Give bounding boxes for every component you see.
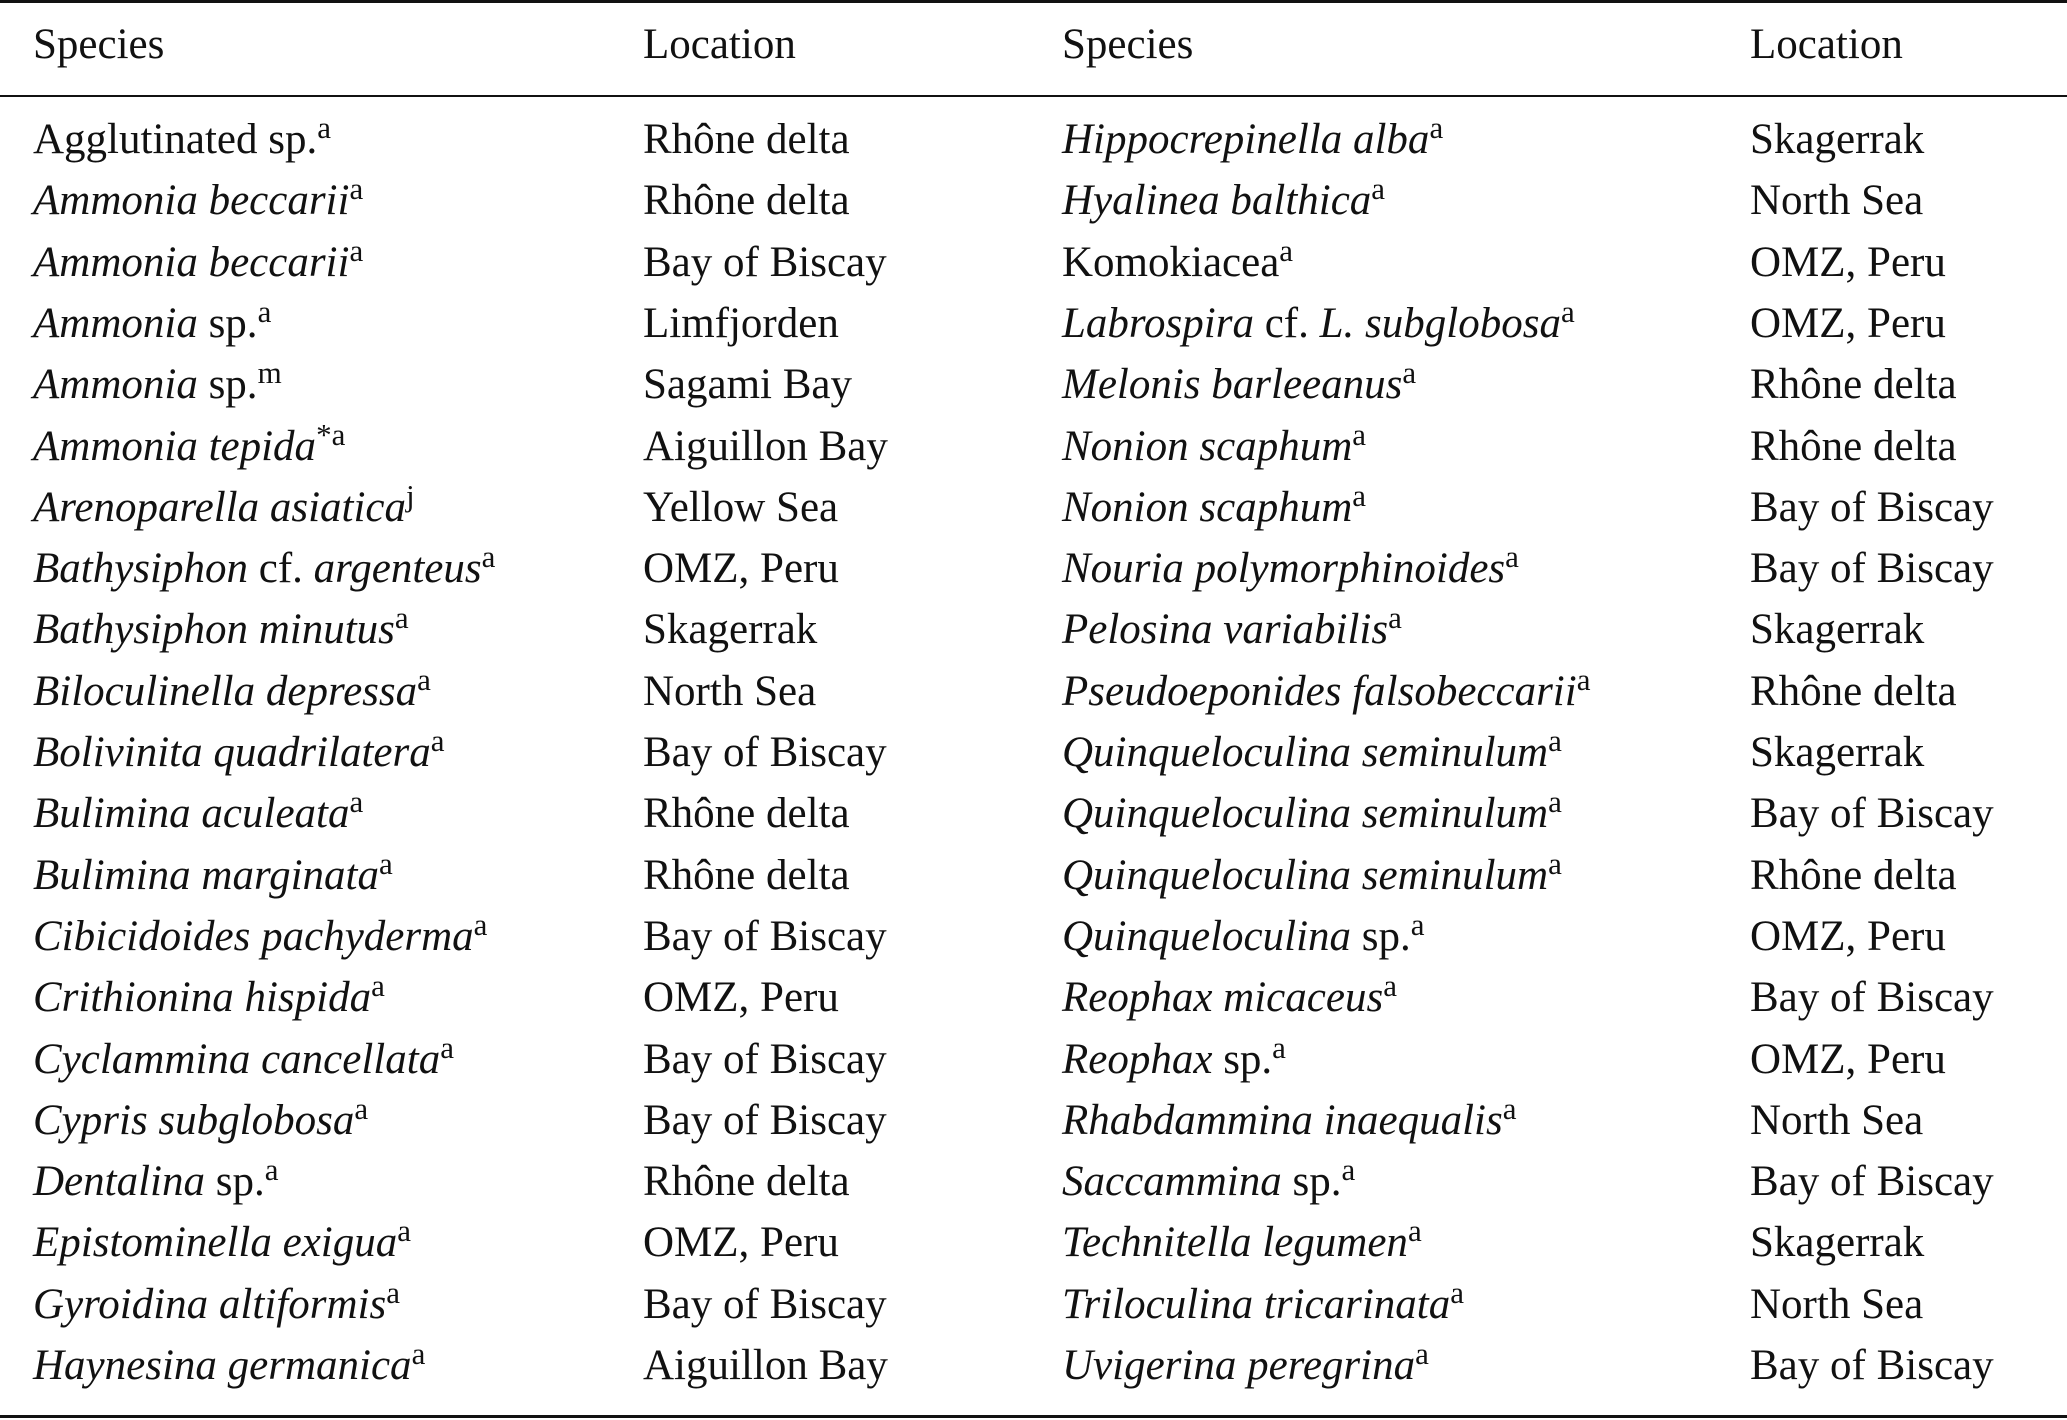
species-name-left — [33, 293, 272, 349]
location-right: Skagerrak — [1750, 1219, 1925, 1267]
footnote-marker: m — [257, 355, 282, 391]
species-name-part: Arenoparella asiatica — [33, 483, 407, 531]
location-left: Skagerrak — [643, 606, 818, 654]
footnote-marker: a — [354, 1090, 369, 1126]
footnote-marker: a — [1576, 661, 1591, 697]
species-name-right — [1062, 1090, 1517, 1146]
species-name-left — [33, 355, 282, 410]
species-name-part: Ammonia — [33, 299, 198, 347]
footnote-marker: a — [397, 1213, 412, 1249]
header-location-right: Location — [1750, 21, 1903, 68]
species-name-part: Dentalina — [33, 1158, 205, 1206]
species-name-part: Bulimina marginata — [33, 851, 379, 899]
species-name-right — [1062, 355, 1417, 410]
species-name-part: argenteus — [313, 545, 482, 593]
footnote-marker: a — [317, 110, 332, 145]
footnote-marker: a — [1560, 293, 1575, 329]
species-name-part: Gyroidina altiformis — [33, 1280, 387, 1328]
location-right: Bay of Biscay — [1750, 1158, 1994, 1206]
footnote-marker: a — [1352, 477, 1367, 513]
location-right: Skagerrak — [1750, 606, 1925, 654]
footnote-marker: a — [264, 1152, 279, 1188]
species-name-part: Triloculina tricarinata — [1062, 1280, 1451, 1328]
location-right: Bay of Biscay — [1750, 974, 1994, 1022]
footnote-marker: a — [1415, 1336, 1429, 1371]
footnote-marker: a — [1505, 539, 1519, 575]
location-left: Bay of Biscay — [643, 238, 887, 286]
footnote-marker: a — [394, 600, 409, 636]
species-name-part: sp. — [197, 299, 258, 347]
location-left: OMZ, Peru — [643, 545, 839, 593]
location-left: Bay of Biscay — [643, 912, 887, 960]
location-right: Bay of Biscay — [1750, 545, 1994, 593]
species-name-part: Rhabdammina inaequalis — [1062, 1096, 1503, 1144]
species-name-part: Bathysiphon minutus — [33, 606, 395, 654]
location-right: Rhône delta — [1750, 361, 1957, 409]
footnote-marker: a — [1548, 723, 1562, 758]
species-name-part: Ammonia beccarii — [33, 177, 350, 225]
species-name-left — [33, 1336, 426, 1391]
species-name-part: Komokiacea — [1062, 238, 1280, 286]
species-name-part: Bathysiphon — [33, 545, 248, 593]
location-left: OMZ, Peru — [643, 974, 839, 1022]
species-name-right — [1062, 845, 1562, 901]
footnote-marker: a — [430, 723, 445, 758]
species-name-part: Quinqueloculina seminulum — [1062, 790, 1549, 838]
species-name-right — [1062, 784, 1562, 839]
footnote-marker: a — [411, 1336, 426, 1371]
species-name-right — [1062, 723, 1562, 778]
footnote-marker: a — [349, 232, 364, 268]
footnote-marker: a — [349, 784, 364, 820]
footnote-marker: a — [473, 906, 488, 942]
header-location-left: Location — [643, 21, 796, 68]
species-name-part: Cypris subglobosa — [33, 1096, 355, 1144]
location-left: Rhône delta — [643, 1158, 850, 1206]
footnote-marker: *a — [316, 416, 346, 452]
species-name-left — [33, 845, 393, 901]
footnote-marker: a — [1429, 110, 1444, 145]
location-left: Bay of Biscay — [643, 729, 887, 776]
footnote-marker: a — [257, 293, 272, 329]
species-name-left — [33, 1029, 454, 1085]
species-name-part: Quinqueloculina — [1062, 912, 1352, 960]
footnote-marker: j — [406, 477, 415, 513]
species-name-left — [33, 477, 415, 533]
species-name-part: Hyalinea balthica — [1062, 177, 1372, 225]
species-name-part: Labrospira — [1062, 299, 1254, 347]
species-name-part: Bulimina aculeata — [33, 790, 350, 838]
footnote-marker: a — [1410, 906, 1425, 942]
footnote-marker: a — [1502, 1090, 1517, 1126]
species-name-part: sp. — [1351, 912, 1411, 960]
species-name-right — [1062, 171, 1386, 226]
species-name-part: sp. — [1212, 1035, 1273, 1083]
species-name-left — [33, 784, 364, 839]
species-name-part: cf. — [1253, 299, 1320, 347]
footnote-marker: a — [1272, 1029, 1286, 1065]
footnote-marker: a — [1371, 171, 1386, 207]
location-right: OMZ, Peru — [1750, 238, 1946, 286]
species-name-part: Pseudoeponides falsobeccarii — [1062, 667, 1577, 715]
species-name-left — [33, 110, 332, 165]
species-name-left — [33, 1090, 369, 1146]
species-name-part: Agglutinated sp. — [33, 116, 318, 163]
species-name-left — [33, 723, 445, 778]
species-name-part: L. subglobosa — [1319, 299, 1561, 347]
bottom-rule — [0, 1415, 2067, 1418]
location-right: Skagerrak — [1750, 729, 1925, 776]
species-name-left — [33, 171, 364, 226]
location-left: Bay of Biscay — [643, 1096, 887, 1144]
location-right: OMZ, Peru — [1750, 912, 1946, 960]
top-rule — [0, 0, 2067, 3]
footnote-marker: a — [371, 968, 385, 1004]
species-name-part: Nonion scaphum — [1062, 422, 1353, 470]
species-name-right — [1062, 110, 1444, 165]
species-name-right — [1062, 661, 1591, 717]
species-name-part: Nouria polymorphinoides — [1062, 545, 1506, 593]
location-left: Bay of Biscay — [643, 1035, 887, 1083]
header-species-right: Species — [1062, 21, 1194, 68]
location-right: North Sea — [1750, 1096, 1924, 1144]
footnote-marker: a — [1279, 232, 1294, 268]
location-left: Bay of Biscay — [643, 1280, 887, 1328]
location-right: OMZ, Peru — [1750, 1035, 1946, 1083]
species-name-right — [1062, 232, 1294, 288]
location-right: OMZ, Peru — [1750, 299, 1946, 347]
species-name-part: Pelosina variabilis — [1062, 606, 1389, 654]
location-left: Sagami Bay — [643, 361, 852, 409]
location-right: Rhône delta — [1750, 422, 1957, 470]
species-name-right — [1062, 1029, 1286, 1085]
species-name-right — [1062, 600, 1402, 655]
species-name-left — [33, 416, 346, 472]
header-rule — [0, 95, 2067, 97]
location-left: Rhône delta — [643, 790, 850, 838]
header-species-left: Species — [33, 21, 165, 68]
location-right: Bay of Biscay — [1750, 483, 1994, 531]
species-name-part: Uvigerina peregrina — [1062, 1342, 1416, 1389]
footnote-marker: a — [1388, 600, 1402, 636]
footnote-marker: a — [386, 1274, 400, 1310]
location-right: Rhône delta — [1750, 851, 1957, 899]
location-left: Limfjorden — [643, 299, 839, 347]
footnote-marker: a — [1402, 355, 1417, 391]
location-left: Yellow Sea — [643, 483, 839, 531]
species-name-part: Ammonia — [33, 361, 198, 409]
species-name-right — [1062, 1336, 1429, 1391]
footnote-marker: a — [379, 845, 393, 881]
species-name-left — [33, 600, 409, 655]
species-name-right — [1062, 968, 1397, 1023]
species-name-left — [33, 661, 431, 717]
location-left: Rhône delta — [643, 116, 850, 163]
species-name-left — [33, 1213, 412, 1268]
location-left: Rhône delta — [643, 851, 850, 899]
location-left: Aiguillon Bay — [643, 1342, 888, 1389]
species-name-part: Crithionina hispida — [33, 974, 372, 1022]
footnote-marker: a — [349, 171, 364, 207]
location-left: Rhône delta — [643, 177, 850, 225]
species-name-part: Reophax micaceus — [1062, 974, 1384, 1022]
footnote-marker: a — [1548, 784, 1562, 820]
species-name-part: Epistominella exigua — [33, 1219, 398, 1267]
species-name-right — [1062, 539, 1519, 594]
location-left: Aiguillon Bay — [643, 422, 888, 470]
footnote-marker: a — [1548, 845, 1562, 881]
species-name-right — [1062, 1152, 1356, 1207]
species-name-right — [1062, 1274, 1465, 1330]
location-right: Bay of Biscay — [1750, 1342, 1994, 1389]
species-name-left — [33, 906, 488, 962]
species-name-right — [1062, 416, 1367, 472]
location-left: OMZ, Peru — [643, 1219, 839, 1267]
species-name-part: Melonis barleeanus — [1062, 361, 1403, 409]
species-name-part: Reophax — [1062, 1035, 1213, 1083]
species-name-part: sp. — [204, 1158, 265, 1206]
footnote-marker: a — [1407, 1213, 1422, 1249]
species-name-part: Ammonia beccarii — [33, 238, 350, 286]
species-name-left — [33, 539, 496, 594]
species-name-part: Technitella legumen — [1062, 1219, 1408, 1267]
footnote-marker: a — [1383, 968, 1397, 1004]
species-name-part: Quinqueloculina seminulum — [1062, 851, 1549, 899]
footnote-marker: a — [481, 539, 496, 575]
species-name-right — [1062, 477, 1367, 533]
species-name-right — [1062, 906, 1425, 962]
species-name-part: cf. — [247, 545, 314, 593]
species-name-left — [33, 1274, 400, 1330]
species-name-left — [33, 1152, 279, 1207]
location-right: Bay of Biscay — [1750, 790, 1994, 838]
species-name-part: Haynesina germanica — [33, 1342, 412, 1389]
footnote-marker: a — [1450, 1274, 1465, 1310]
species-name-left — [33, 232, 364, 288]
species-name-part: Ammonia tepida — [33, 422, 317, 470]
species-name-part: Bolivinita quadrilatera — [33, 729, 431, 776]
location-right: Rhône delta — [1750, 667, 1957, 715]
species-name-right — [1062, 293, 1575, 349]
species-name-part: Saccammina — [1062, 1158, 1282, 1206]
species-name-part: Biloculinella depressa — [33, 667, 418, 715]
footnote-marker: a — [1341, 1152, 1356, 1188]
species-name-part: Cyclammina cancellata — [33, 1035, 441, 1083]
location-right: North Sea — [1750, 177, 1924, 225]
footnote-marker: a — [1352, 416, 1367, 452]
species-name-part: Quinqueloculina seminulum — [1062, 729, 1549, 776]
species-name-part: Nonion scaphum — [1062, 483, 1353, 531]
location-left: North Sea — [643, 667, 817, 715]
footnote-marker: a — [440, 1029, 454, 1065]
location-right: Skagerrak — [1750, 116, 1925, 163]
species-name-part: Cibicidoides pachyderma — [33, 912, 474, 960]
location-right: North Sea — [1750, 1280, 1924, 1328]
species-name-part: Hippocrepinella alba — [1062, 116, 1430, 163]
species-name-left — [33, 968, 385, 1023]
species-name-part: sp. — [1281, 1158, 1342, 1206]
species-name-right — [1062, 1213, 1422, 1268]
footnote-marker: a — [417, 661, 431, 697]
species-name-part: sp. — [197, 361, 258, 409]
